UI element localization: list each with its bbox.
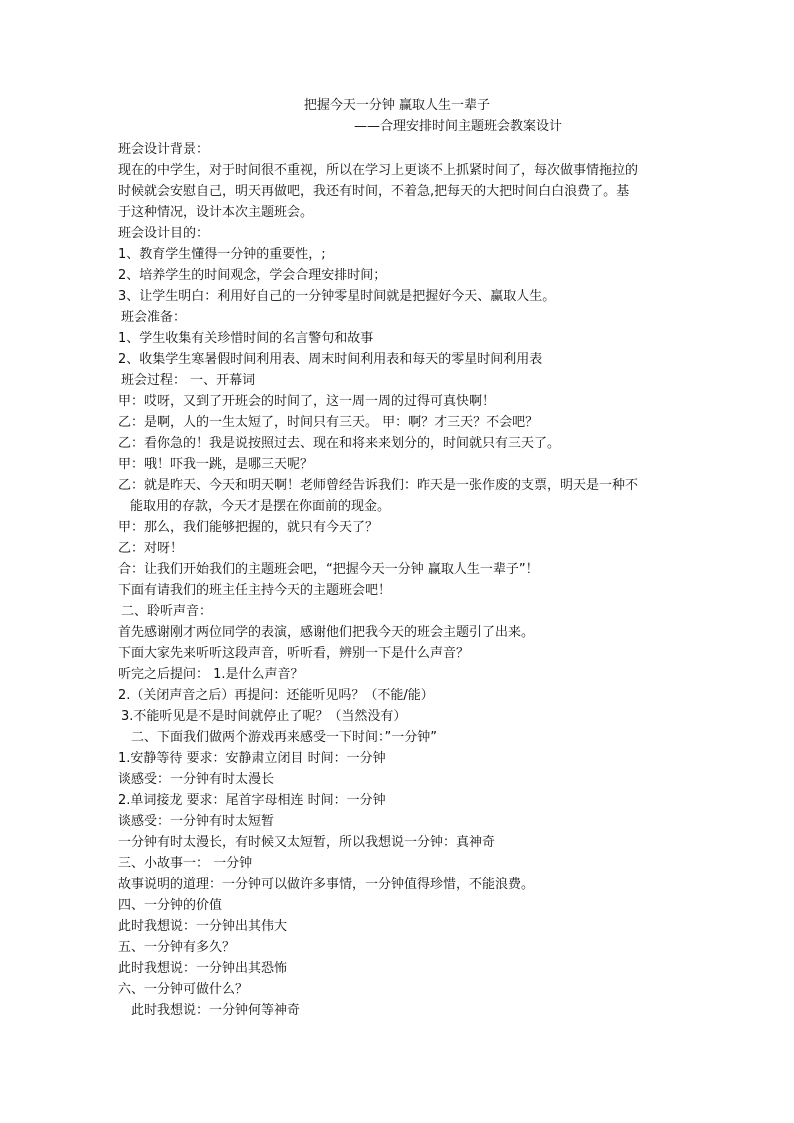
list-item: 3、让学生明白：利用好自己的一分钟零星时间就是把握好今天、赢取人生。 (118, 289, 556, 304)
dialogue-line: 乙：看你急的！我是说按照过去、现在和将来来划分的，时间就只有三天了。 (118, 436, 561, 451)
list-item: 1、教育学生懂得一分钟的重要性，; (118, 247, 326, 262)
section-heading-purpose: 班会设计目的： (118, 226, 210, 241)
section-heading-games: 二、下面我们做两个游戏再来感受一下时间：”一分钟” (131, 730, 437, 745)
list-item: 2、培养学生的时间观念，学会合理安排时间； (118, 268, 387, 283)
section-heading-story: 三、小故事一： 一分钟 (118, 856, 253, 871)
dialogue-line: 合：让我们开始我们的主题班会吧，“把握今天一分钟 赢取人生一辈子”！ (118, 562, 539, 577)
dialogue-line: 乙：对呀！ (118, 541, 184, 556)
dialogue-line: 甲：那么，我们能够把握的，就只有今天了？ (118, 520, 379, 535)
paragraph-line: 首先感谢刚才两位同学的表演，感谢他们把我今天的班会主题引了出来。 (118, 625, 535, 640)
paragraph-line: 谈感受：一分钟有时太漫长 (118, 772, 275, 787)
dialogue-line: 乙：是啊，人的一生太短了，时间只有三天。 甲：啊？才三天？不会吧？ (118, 415, 539, 430)
document-subtitle: ——合理安排时间主题班会教案设计 (354, 119, 563, 134)
document-title: 把握今天一分钟 赢取人生一辈子 (303, 98, 491, 113)
paragraph-line: 此时我想说：一分钟出其恐怖 (118, 961, 288, 976)
paragraph-line: 此时我想说：一分钟出其伟大 (118, 919, 288, 934)
paragraph-line: 下面大家先来听听这段声音，听听看，辨别一下是什么声音？ (118, 646, 470, 661)
paragraph-line: 故事说明的道理：一分钟可以做许多事情，一分钟值得珍惜，不能浪费。 (118, 877, 535, 892)
paragraph-line: 2.（关闭声音之后）再提问：还能听见吗？（不能/能） (118, 688, 434, 703)
paragraph-line: 一分钟有时太漫长，有时候又太短暂，所以我想说一分钟：真神奇 (118, 835, 496, 850)
section-heading-background: 班会设计背景： (118, 142, 210, 157)
paragraph-line: 时候就会安慰自己，明天再做吧，我还有时间，不着急,把每天的大把时间白白浪费了。基 (118, 184, 630, 199)
list-item: 1.安静等待 要求：安静肃立闭目 时间：一分钟 (118, 751, 386, 766)
paragraph-line: 此时我想说：一分钟何等神奇 (131, 1003, 301, 1018)
paragraph-line: 下面有请我们的班主任主持今天的主题班会吧！ (118, 583, 392, 598)
list-item: 2、收集学生寒暑假时间利用表、周末时间利用表和每天的零星时间利用表 (118, 352, 543, 367)
paragraph-line: 听完之后提问： 1.是什么声音？ (118, 667, 304, 682)
paragraph-line: 现在的中学生，对于时间很不重视，所以在学习上更谈不上抓紧时间了，每次做事情拖拉的 (118, 163, 639, 178)
paragraph-line: 3.不能听见是不是时间就停止了呢？（当然没有） (121, 709, 407, 724)
list-item: 1、学生收集有关珍惜时间的名言警句和故事 (118, 331, 374, 346)
dialogue-line-continued: 能取用的存款，今天才是摆在你面前的现金。 (130, 499, 391, 514)
dialogue-line: 乙：就是昨天、今天和明天啊！老师曾经告诉我们：昨天是一张作废的支票，明天是一种不 (118, 478, 639, 493)
list-item: 2.单词接龙 要求：尾首字母相连 时间：一分钟 (118, 793, 386, 808)
section-heading-duration: 五、一分钟有多久？ (118, 940, 236, 955)
section-heading-usage: 六、一分钟可做什么？ (118, 982, 249, 997)
section-heading-process: 班会过程： 一、开幕词 (121, 373, 256, 388)
document-body (118, 139, 684, 1021)
paragraph-line: 于这种情况，设计本次主题班会。 (118, 205, 314, 220)
section-heading-preparation: 班会准备： (121, 310, 187, 325)
dialogue-line: 甲：哦！吓我一跳，是哪三天呢？ (118, 457, 314, 472)
dialogue-line: 甲：哎呀，又到了开班会的时间了，这一周一周的过得可真快啊！ (118, 394, 496, 409)
section-heading-listen: 二、聆听声音： (121, 604, 213, 619)
section-heading-value: 四、一分钟的价值 (118, 898, 223, 913)
paragraph-line: 谈感受：一分钟有时太短暂 (118, 814, 275, 829)
